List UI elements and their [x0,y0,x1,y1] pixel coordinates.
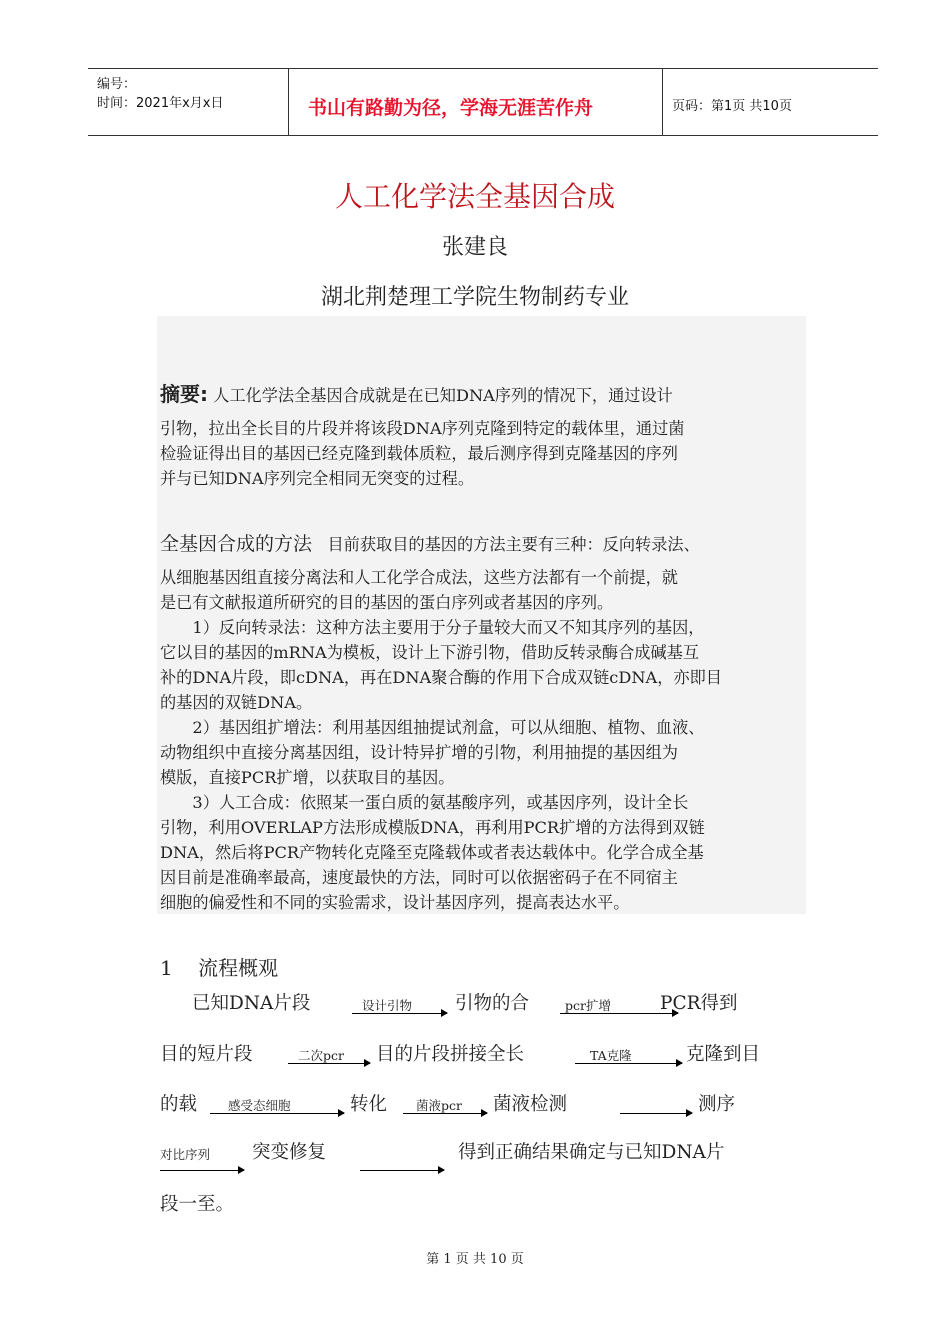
doc-number-label: 编号： [97,77,137,92]
flow-step-pcr-obtain: PCR得到 [660,993,738,1014]
method-3-line: 细胞的偏爱性和不同的实验需求，设计基因序列，提高表达水平。 [160,893,630,912]
abstract-label: 摘要: [160,382,208,406]
page-footer: 第 1 页 共 10 页 [426,1252,524,1267]
method-2-line: 2）基因组扩增法：利用基因组抽提试剂盒，可以从细胞、植物、血液、 [192,718,705,737]
header-divider-right [662,68,663,136]
flow-step-confirm-result: 得到正确结果确定与已知DNA片 [458,1142,725,1163]
methods-line: 目前获取目的基因的方法主要有三种：反向转录法、 [327,535,700,554]
flow-arrow-label: 对比序列 [160,1147,211,1162]
flow-arrow [160,1170,244,1171]
abstract-line: 检验证得出目的基因已经克隆到载体质粒，最后测序得到克隆基因的序列 [160,444,678,463]
document-title: 人工化学法全基因合成 [334,180,615,213]
flow-arrow-label: TA克隆 [590,1048,632,1063]
flow-arrow-label: 二次pcr [298,1048,344,1063]
flow-arrow [403,1113,487,1114]
flow-step-assemble-full: 目的片段拼接全长 [376,1044,525,1065]
method-1-line: 补的DNA片段，即cDNA，再在DNA聚合酶的作用下合成双链cDNA，亦即目 [160,668,722,687]
method-2-line: 模版，直接PCR扩增，以获取目的基因。 [160,768,455,787]
abstract-line: 并与已知DNA序列完全相同无突变的过程。 [160,469,475,488]
flow-arrow [210,1113,344,1114]
method-1-line: 1）反向转录法：这种方法主要用于分子量较大而又不知其序列的基因， [192,618,705,637]
abstract-section [160,380,810,491]
section-number: 1 [160,956,173,980]
method-2-line: 动物组织中直接分离基因组，设计特异扩增的引物，利用抽提的基因组为 [160,743,678,762]
method-3-line: 3）人工合成：依照某一蛋白质的氨基酸序列，或基因序列，设计全长 [192,793,689,812]
flow-arrow-label: 菌液pcr [416,1098,462,1113]
flow-step-clone-to: 克隆到目 [686,1044,761,1065]
flow-step-transform: 转化 [350,1094,388,1115]
flow-step-sequencing: 测序 [698,1094,736,1115]
flow-step-short-fragment: 目的短片段 [160,1044,253,1065]
flow-step-vector: 的载 [160,1094,198,1115]
flow-step-end: 段一至。 [160,1194,235,1215]
flow-step-mutation-repair: 突变修复 [252,1142,327,1163]
flow-step-known-dna: 已知DNA片段 [192,993,311,1014]
header-page-info: 页码：第1页 共10页 [672,99,792,114]
method-3-line: DNA，然后将PCR产物转化克隆至克隆载体或者表达载体中。化学合成全基 [160,843,704,862]
header-divider-left [288,68,289,136]
methods-line: 是已有文献报道所研究的目的基因的蛋白序列或者基因的序列。 [160,593,614,612]
flow-step-colony-check: 菌液检测 [493,1094,568,1115]
flow-arrow [620,1113,692,1114]
header-bottom-rule [88,135,878,136]
flow-arrow [575,1063,682,1064]
author-name: 张建良 [441,235,508,260]
method-1-line: 它以目的基因的mRNA为模板，设计上下游引物，借助反转录酶合成碱基互 [160,643,700,662]
doc-time-label: 时间：2021年x月x日 [97,96,224,111]
method-1-line: 的基因的双链DNA。 [160,693,313,712]
flow-arrow [288,1063,370,1064]
methods-line: 从细胞基因组直接分离法和人工化学合成法，这些方法都有一个前提，就 [160,568,678,587]
flow-arrow-label: pcr扩增 [565,998,611,1013]
flow-arrow [360,1170,444,1171]
flow-arrow-label: 设计引物 [362,998,413,1013]
abstract-line: 引物，拉出全长目的片段并将该段DNA序列克隆到特定的载体里，通过菌 [160,419,685,438]
methods-section [160,530,810,915]
author-affiliation: 湖北荆楚理工学院生物制药专业 [320,285,629,310]
abstract-line: 人工化学法全基因合成就是在已知DNA序列的情况下，通过设计 [213,386,673,405]
header-motto: 书山有路勤为径，学海无涯苦作舟 [308,97,594,119]
flow-arrow-label: 感受态细胞 [228,1098,291,1113]
section-title: 流程概观 [198,956,279,980]
method-3-line: 因目前是准确率最高，速度最快的方法，同时可以依据密码子在不同宿主 [160,868,678,887]
flow-step-primer-synthesis: 引物的合 [455,993,530,1014]
methods-label: 全基因合成的方法 [160,533,313,555]
header-top-rule [88,68,878,69]
method-3-line: 引物，利用OVERLAP方法形成模版DNA，再利用PCR扩增的方法得到双链 [160,818,705,837]
section-1-heading [160,952,278,981]
flow-arrow [352,1013,447,1014]
